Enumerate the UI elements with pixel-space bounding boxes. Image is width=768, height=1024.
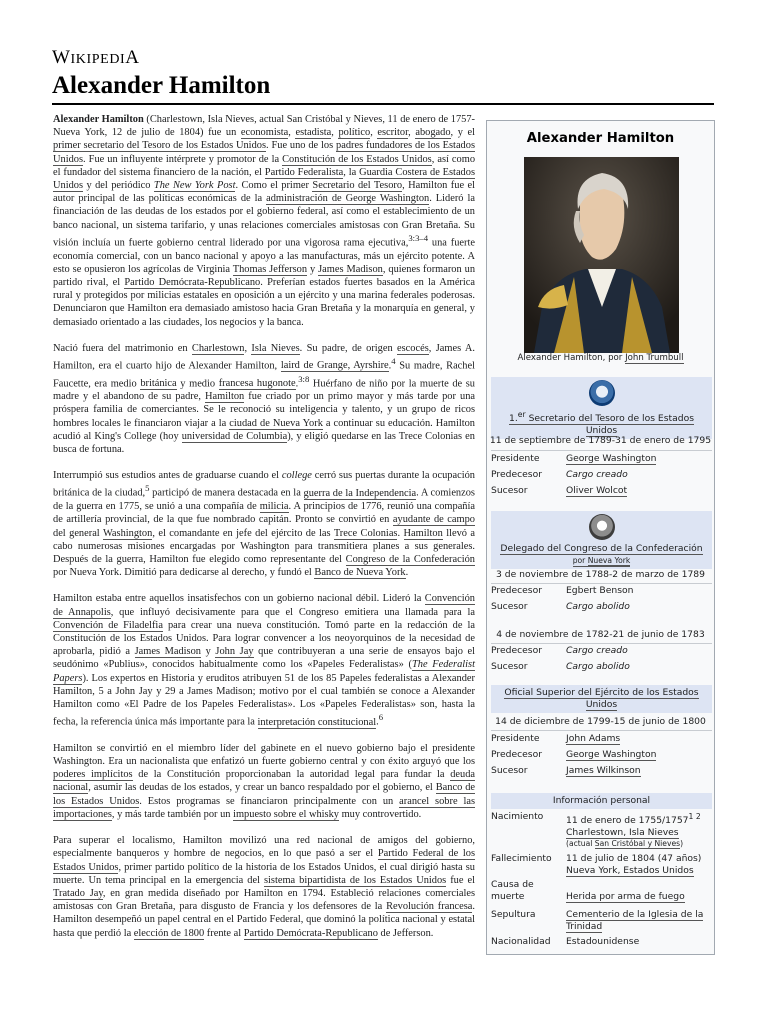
row-value[interactable]: Herida por arma de fuego: [566, 890, 685, 902]
page-title: Alexander Hamilton: [52, 72, 271, 99]
paragraph-treasury: Hamilton se convirtió en el miembro líder del gabinete en el nuevo gobierno bajo el presidente Washington. Era un nacionalista que enfatizó un fuerte gobierno central y con éxito arguyó que los poderes implícitos de la Constitución proporcionaban la autoridad legal para fundar la deuda nacional, asumir las deudas de los estados, y crear un banco respaldado por el gobierno, el Banco de los Estados Unidos. Estos programas se financiaron principalmente con un arancel sobre las importaciones, y más tarde también por un impuesto sobre el whisky muy controvertido.: [53, 742, 476, 820]
row-label: Presidente: [491, 453, 540, 464]
row-label: Sepultura: [491, 909, 536, 920]
portrait-caption: [487, 353, 714, 363]
row-label: Predecesor: [491, 645, 542, 656]
paragraph-early-life: Nació fuera del matrimonio en Charlestown, Isla Nieves. Su padre, de origen escocés, James A. Hamilton, era el cuarto hijo de Alexander Hamilton, laird de Grange, Ayrshire.$^4$ Su madre, Rachel Faucette, era medio británica y medio francesa hugonote.$^{3:8}$ Huérfano de niño por la muerte de su madre y el abandono de su padre, Hamilton fue criado por un primo mayor y más tarde por una próspera familia de comerciantes. Se le reconoció su inteligencia y talento, y un grupo de ricos hombres locales le financiaron viajar a la ciudad de Nueva York a continuar su educación. Hamilton acudió al King's College (hoy universidad de Columbia), y eligió quedarse en las Trece Colonias en busca de fortuna.: [53, 342, 476, 456]
row-value[interactable]: Cementerio de la Iglesia de la Trinidad: [566, 909, 704, 932]
caption-text: Alexander Hamilton, por: [517, 353, 626, 363]
separator: [491, 643, 712, 644]
row-label: Predecesor: [491, 469, 542, 480]
office-treasury-header: [491, 377, 712, 439]
infobox: [486, 120, 715, 955]
office-treasury-dates: 11 de septiembre de 1789-31 de enero de 1795: [489, 435, 712, 446]
office-army-header: [491, 685, 712, 713]
title-divider: [52, 103, 714, 105]
row-label: Nacimiento: [491, 811, 544, 822]
row-value[interactable]: Oliver Wolcot: [566, 485, 628, 496]
row-value: Cargo creado: [566, 469, 628, 480]
row-value: Cargo abolido: [566, 661, 630, 672]
row-value[interactable]: James Wilkinson: [566, 765, 641, 776]
row-value: Egbert Benson: [566, 585, 634, 596]
paragraph-federalist-party: Para superar el localismo, Hamilton movilizó una red nacional de amigos del gobierno, especialmente banqueros y hombre de negocios, en lo que pasó a ser el Partido Federal de los Estados Unidos, primer partido político de la historia de los Estados Unidos, el cual dirigió hasta su muerte. Un tema principal en la emergencia del sistema bipartidista de los Estados Unidos fue el Tratado Jay, en gran medida diseñado por Hamilton en 1794. Estableció relaciones comerciales amistosas con Gran Bretaña, para disgusto de Francia y los defensores de la Revolución francesa. Hamilton desempeñó un papel central en el Partido Federal, que dominó la política nacional y estatal hasta que perdió la elección de 1800 frente al Partido Demócrata-Republicano de Jefferson.: [53, 835, 476, 939]
office-congress-dates-1: 3 de noviembre de 1788-2 de marzo de 1789: [496, 569, 705, 580]
portrait-image[interactable]: [524, 157, 679, 353]
paragraph-constitution: Hamilton estaba entre aquellos insatisfechos con un gobierno nacional débil. Lideró la Convención de Annapolis, que influyó decisivamente para que el Congreso emitiera una llamada para la Convención de Filadelfia para crear una nueva constitución. Tomó parte en la redacción de la Constitución de los Estados Unidos. Para lograr convencer a los neoyorquinos de la necesidad de aprobarla, pidió a James Madison y John Jay que contribuyeran a una serie de ensayos bajo el seudónimo «Publius», conocidos habitualmente como los «Papeles Federalistas» (The Federalist Papers). Los expertos en Historia y eruditos atribuyen 51 de los 85 Papeles federalistas a Alexander Hamilton, 5 a John Jay y 29 a James Madison; motivo por el cual también se conoce a Alexander Hamilton como «El Padre de los Papeles Federalistas». Los «Papeles Federalistas» son, hasta la fecha, la referencia única más importante para la interpretación constitucional.$^6$: [53, 593, 476, 728]
separator: [491, 450, 712, 451]
row-label: Nacionalidad: [491, 936, 551, 947]
row-value[interactable]: George Washington: [566, 453, 657, 464]
paragraph-intro: Alexander Hamilton (Charlestown, Isla Nieves, actual San Cristóbal y Nieves, 11 de enero de 1757-Nueva York, 12 de julio de 1804) fue un economista, estadista, político, escritor, abogado, y el primer secretario del Tesoro de los Estados Unidos. Fue uno de los padres fundadores de los Estados Unidos. Fue un influyente intérprete y promotor de la Constitución de los Estados Unidos, así como el fundador del sistema financiero de la nación, el Partido Federalista, la Guardia Costera de Estados Unidos y del periódico The New York Post. Como el primer Secretario del Tesoro, Hamilton fue el autor principal de las políticas económicas de la administración de George Washington. Lideró la financiación de las deudas de los estados por el gobierno federal, así como el establecimiento de un banco nacional, un sistema tarifario, y unas relaciones comerciales amistosas con Gran Bretaña. Su visión incluía un fuerte gobierno central liderado por una vigorosa rama ejecutiva,$^{3:3-4}$ una fuerte economía comercial, con un banco nacional y apoyo a las manufacturas, más un ejército potente. A esto se opusieron los agrícolas de Virginia Thomas Jefferson y James Madison, quienes formaron un partido rival, el Partido Demócrata-Republicano. Preferían estados fuertes basados en la América rural y protegidos por milicias estatales en oposición a un ejército y una marina federales poderosas. Denunciaron que Hamilton era demasiado amistoso hacia Gran Bretaña y la monarquía en general, y demasiado orientado a las ciudades, los negocios y la banca.: [53, 114, 476, 328]
row-label: Fallecimiento: [491, 853, 552, 864]
article-body: [53, 113, 475, 953]
paragraph-war: Interrumpió sus estudios antes de graduarse cuando el college cerró sus puertas durante la ocupación británica de la ciudad,$^5$ participó de manera destacada en la guerra de la Independencia. A comienzos de la guerra en 1775, se unió a una compañía de milicia. A principios de 1776, reunió una compañía de artillería provincial, de la que fue nombrado capitán. Pronto se convirtió en ayudante de campo del general Washington, el comandante en jefe del ejército de las Trece Colonias. Hamilton llevó a cabo numerosas misiones encargadas por Washington para transmitiera planes a sus generales. Después de la guerra, Hamilton fue elegido como representante del Congreso de la Confederación por Nueva York. Dimitió para dedicarse al derecho, y fundó el Banco de Nueva York.: [53, 470, 476, 579]
separator: [491, 583, 712, 584]
row-value[interactable]: George Washington: [566, 749, 657, 760]
congress-seal-icon: [589, 514, 615, 540]
office-congress-header: [491, 511, 712, 569]
separator: [491, 730, 712, 731]
treasury-seal-icon: [589, 380, 615, 406]
row-value[interactable]: 11 de julio de 1804 (47 años) Nueva York, Estados Unidos: [566, 853, 702, 876]
office-army-dates: 14 de diciembre de 1799-15 de junio de 1800: [495, 716, 706, 727]
infobox-title: Alexander Hamilton: [526, 131, 675, 146]
row-value: Estadounidense: [566, 936, 640, 947]
row-label: Sucesor: [491, 661, 528, 672]
row-label: Sucesor: [491, 765, 528, 776]
row-label: Presidente: [491, 733, 540, 744]
portrait-painting-icon: [524, 157, 679, 353]
wikipedia-logo[interactable]: WIKIPEDIA: [52, 47, 140, 68]
office-army-title[interactable]: Oficial Superior del Ejército de los Estados Unidos: [504, 687, 699, 710]
row-value[interactable]: John Adams: [566, 733, 621, 744]
office-congress-title[interactable]: Delegado del Congreso de la Confederación por Nueva York: [500, 543, 703, 565]
row-value[interactable]: 11 de enero de $1755/1757^{1 2}$ Charlestown, Isla Nieves (actual San Cristóbal y Nieves): [566, 812, 701, 849]
row-label: Sucesor: [491, 601, 528, 612]
office-congress-dates-2: 4 de noviembre de 1782-21 de junio de 1783: [496, 629, 705, 640]
row-value: Cargo creado: [566, 645, 628, 656]
row-label: Sucesor: [491, 485, 528, 496]
row-label: Causa de muerte: [491, 879, 534, 902]
row-label: Predecesor: [491, 585, 542, 596]
caption-author-link[interactable]: John Trumbull: [625, 353, 684, 363]
personal-info-header: Información personal: [491, 793, 712, 809]
office-treasury-title[interactable]: 1.$^{er}$ Secretario del Tesoro de los Estados Unidos: [509, 410, 694, 437]
row-label: Predecesor: [491, 749, 542, 760]
row-value: Cargo abolido: [566, 601, 630, 612]
